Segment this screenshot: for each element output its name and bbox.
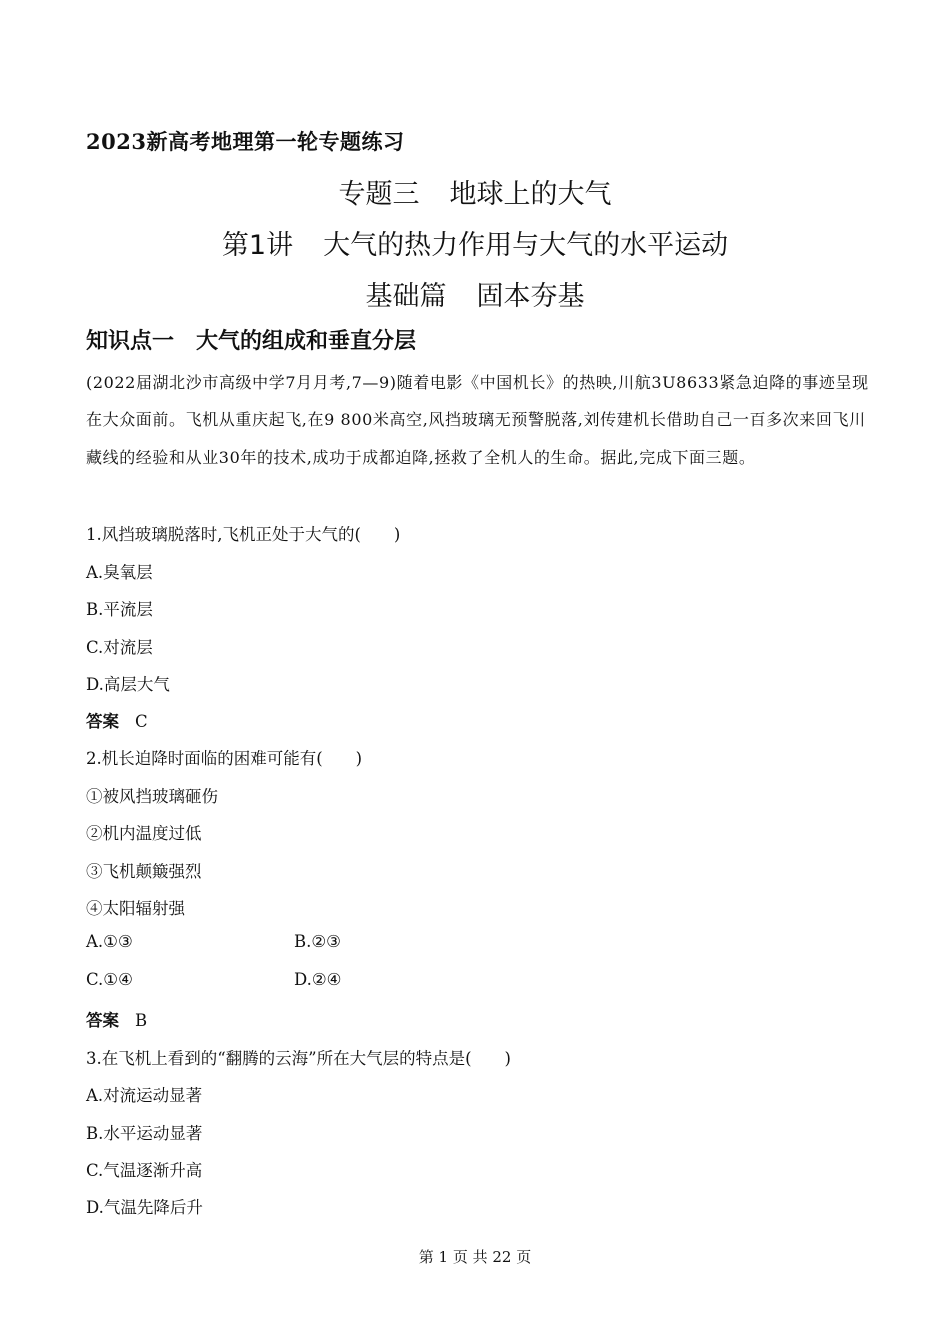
question-1-option-b: B.平流层 [86, 600, 153, 619]
topic-heading [0, 172, 950, 211]
question-2-option-d: D.②④ [294, 970, 342, 989]
question-2-item-4: ④太阳辐射强 [86, 899, 185, 918]
question-1-option-a: A.臭氧层 [86, 563, 153, 582]
document-title: 2023新高考地理第一轮专题练习 [86, 129, 405, 154]
topic-name: 地球上的大气 [449, 179, 612, 210]
question-3-option-b: B.水平运动显著 [86, 1124, 203, 1143]
question-3-option-d: D.气温先降后升 [86, 1198, 203, 1217]
question-2-options-row-1 [86, 932, 341, 951]
question-2-option-a: A.①③ [86, 932, 133, 951]
answer-label: 答案 [86, 1011, 119, 1030]
lecture-heading [0, 223, 950, 262]
level-subtitle: 固本夯基 [476, 281, 585, 312]
question-2-option-c: C.①④ [86, 970, 133, 989]
answer-label: 答案 [86, 712, 119, 731]
question-2-option-b: B.②③ [294, 932, 341, 951]
question-2-stem: 2.机长迫降时面临的困难可能有( ) [86, 749, 363, 768]
question-1-option-c: C.对流层 [86, 638, 153, 657]
question-3-option-a: A.对流运动显著 [86, 1086, 203, 1105]
answer-value: C [135, 712, 148, 731]
question-1-option-d: D.高层大气 [86, 675, 170, 694]
question-2-answer [86, 1007, 147, 1031]
question-3-stem: 3.在飞机上看到的“翻腾的云海”所在大气层的特点是( ) [86, 1049, 511, 1068]
question-3-option-c: C.气温逐渐升高 [86, 1161, 203, 1180]
section-heading: 知识点一 大气的组成和垂直分层 [86, 329, 417, 354]
question-2-item-3: ③飞机颠簸强烈 [86, 862, 202, 881]
question-2-options-row-2 [86, 970, 342, 989]
answer-value: B [135, 1011, 148, 1030]
question-2-item-2: ②机内温度过低 [86, 824, 202, 843]
question-1-answer [86, 708, 148, 732]
level-name: 基础篇 [365, 281, 447, 312]
question-2-item-1: ①被风挡玻璃砸伤 [86, 787, 218, 806]
lecture-name: 大气的热力作用与大气的水平运动 [323, 230, 729, 261]
page-footer: 第 1 页 共 22 页 [418, 1248, 532, 1266]
lecture-number: 第1讲 [221, 230, 294, 261]
intro-paragraph: (2022届湖北沙市高级中学7月月考,7—9)随着电影《中国机长》的热映,川航3U8633紧急迫降的事迹呈现在大众面前。飞机从重庆起飞,在9 800米高空,风挡玻璃无预警脱落,刘传建机长借助自己一百多次来回飞川藏线的经验和从业30年的技术,成功于成都迫降,拯救了全机人的生命。据此,完成下面三题。 [86, 373, 869, 467]
level-heading [0, 274, 950, 313]
topic-number: 专题三 [338, 179, 420, 210]
question-1-stem: 1.风挡玻璃脱落时,飞机正处于大气的( ) [86, 525, 401, 544]
